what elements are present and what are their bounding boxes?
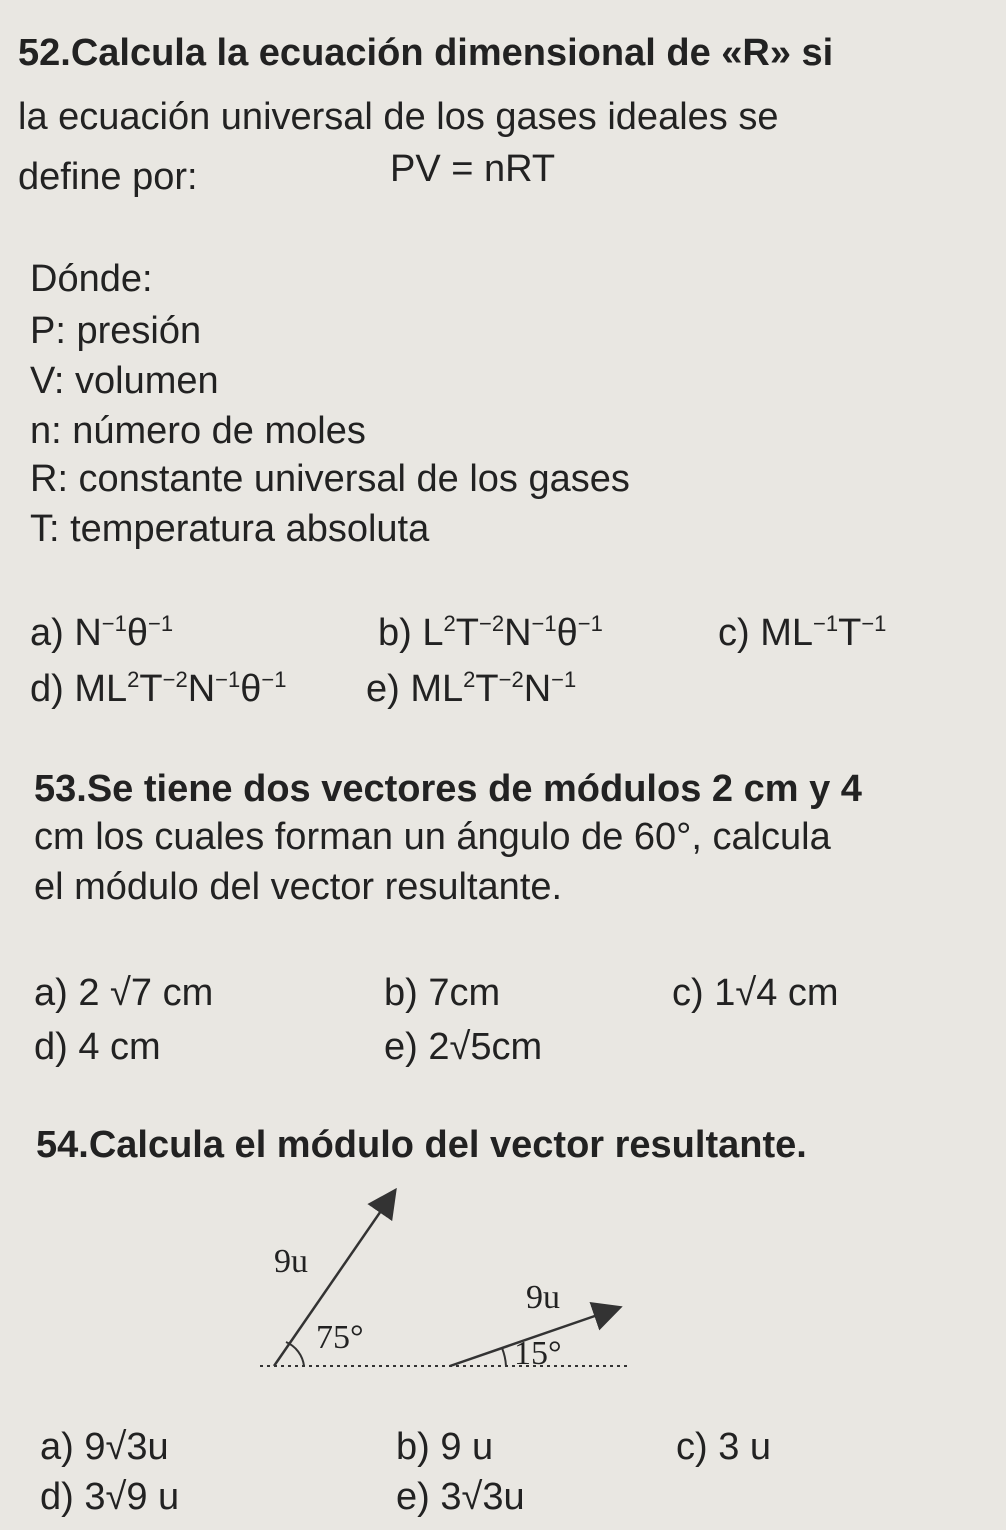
def-t: T: temperatura absoluta	[30, 508, 430, 550]
option-b-label: b)	[378, 612, 412, 654]
def-n: n: número de moles	[30, 410, 366, 452]
vector1-label: 9u	[274, 1243, 308, 1280]
q53-line1: 53.Se tiene dos vectores de módulos 2 cm y 4	[34, 768, 862, 810]
angle2-label: 15°	[514, 1335, 562, 1372]
q53-option-d[interactable]: d) 4 cm	[34, 1026, 161, 1068]
q52-line3: define por:	[18, 156, 198, 198]
option-c-label: c)	[718, 612, 750, 654]
q52-option-e[interactable]: e) $ML^2T^{-2}N^{-1}$	[366, 667, 577, 710]
vector2-label: 9u	[526, 1279, 560, 1316]
q52-option-b[interactable]: b) $L^2T^{-2}N^{-1}\theta^{-1}$	[378, 611, 603, 654]
def-p: P: presión	[30, 310, 202, 352]
ideal-gas-formula: PV = nRT	[390, 148, 556, 190]
q53-option-e[interactable]: e) 2√5cm	[384, 1026, 543, 1068]
q54-option-e[interactable]: e) 3√3u	[396, 1476, 525, 1518]
q53-line3: el módulo del vector resultante.	[34, 866, 563, 908]
q54-option-a[interactable]: a) 9√3u	[40, 1426, 169, 1468]
option-e-label: e)	[366, 668, 400, 710]
q52-option-d[interactable]: d) $ML^2T^{-2}N^{-1}\theta^{-1}$	[30, 667, 287, 710]
q53-option-c[interactable]: c) 1√4 cm	[672, 972, 839, 1014]
angle-arc-15	[502, 1348, 506, 1366]
option-d-label: d)	[30, 668, 64, 710]
q52-line2: la ecuación universal de los gases ideales se	[18, 96, 779, 138]
def-v: V: volumen	[30, 360, 219, 402]
def-r: R: constante universal de los gases	[30, 458, 630, 500]
q52-option-a[interactable]: a) $N^{-1}\theta^{-1}$	[30, 611, 174, 654]
q53-option-a[interactable]: a) 2 √7 cm	[34, 972, 214, 1014]
where-label: Dónde:	[30, 258, 153, 300]
vector-figure	[230, 1180, 650, 1400]
angle1-label: 75°	[316, 1319, 364, 1356]
q54-option-d[interactable]: d) 3√9 u	[40, 1476, 180, 1518]
q54-option-b[interactable]: b) 9 u	[396, 1426, 494, 1468]
option-a-label: a)	[30, 612, 64, 654]
q53-option-b[interactable]: b) 7cm	[384, 972, 501, 1014]
q52-line1: 52.Calcula la ecuación dimensional de «R» si	[18, 32, 834, 74]
q52-option-c[interactable]: c) $ML^{-1}T^{-1}$	[718, 611, 887, 654]
q54-option-c[interactable]: c) 3 u	[676, 1426, 772, 1468]
q54-title: 54.Calcula el módulo del vector resultante.	[36, 1124, 807, 1166]
q53-line2: cm los cuales forman un ángulo de 60°, calcula	[34, 816, 831, 858]
